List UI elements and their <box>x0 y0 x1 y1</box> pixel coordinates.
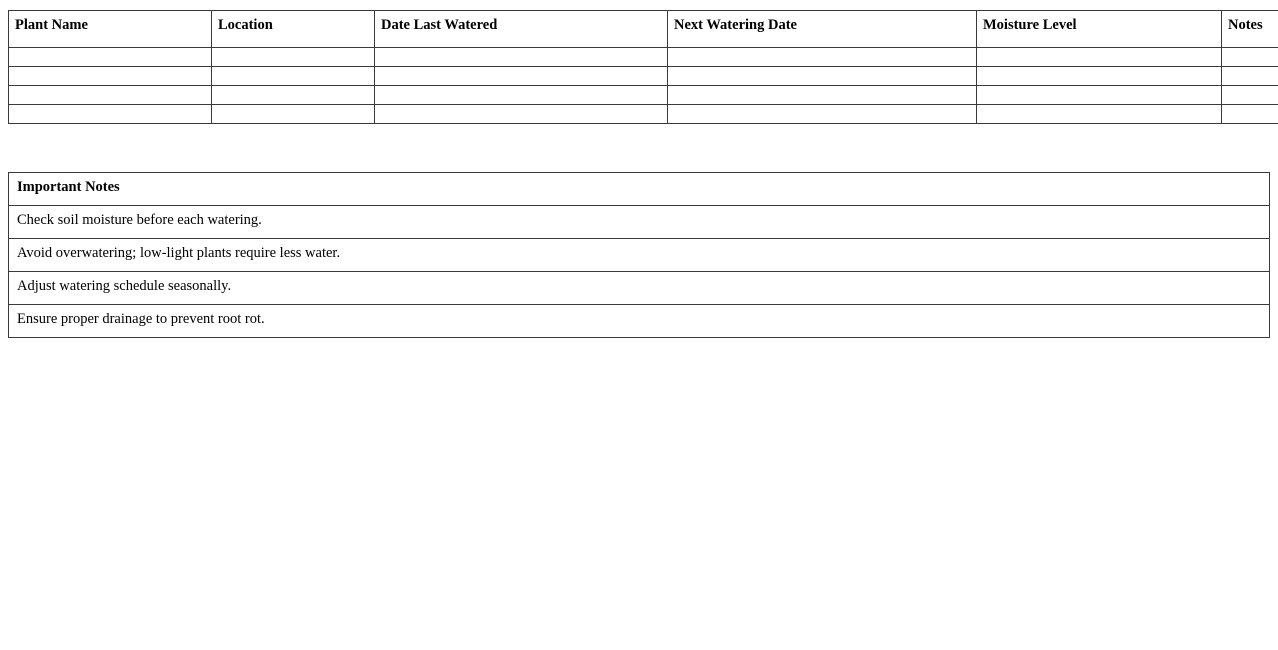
list-item[interactable] <box>9 272 1270 305</box>
column-header-important-notes: Important Notes <box>9 173 1270 206</box>
note-text[interactable]: Check soil moisture before each watering. <box>9 206 1270 239</box>
cell-plant-name[interactable] <box>9 48 212 67</box>
list-item[interactable] <box>9 206 1270 239</box>
cell-plant-name[interactable] <box>9 86 212 105</box>
table-row[interactable] <box>9 48 1278 67</box>
cell-next-watering-date[interactable] <box>668 105 977 124</box>
cell-next-watering-date[interactable] <box>668 67 977 86</box>
cell-location[interactable] <box>212 67 375 86</box>
cell-notes[interactable] <box>1222 48 1278 67</box>
notes-table-body <box>9 206 1270 338</box>
cell-moisture-level[interactable] <box>977 105 1222 124</box>
column-header-moisture-level: Moisture Level <box>977 11 1222 48</box>
plant-table-header <box>9 11 1278 48</box>
cell-notes[interactable] <box>1222 86 1278 105</box>
column-header-notes: Notes <box>1222 11 1278 48</box>
table-row[interactable] <box>9 105 1278 124</box>
cell-notes[interactable] <box>1222 67 1278 86</box>
table-header-row <box>9 173 1270 206</box>
important-notes-table <box>8 172 1270 338</box>
table-row[interactable] <box>9 86 1278 105</box>
cell-moisture-level[interactable] <box>977 86 1222 105</box>
column-header-location: Location <box>212 11 375 48</box>
note-text[interactable]: Ensure proper drainage to prevent root rot. <box>9 305 1270 338</box>
column-header-date-last-watered: Date Last Watered <box>375 11 668 48</box>
table-header-row <box>9 11 1278 48</box>
plant-table-body <box>9 48 1278 124</box>
column-header-next-watering-date: Next Watering Date <box>668 11 977 48</box>
plant-watering-table <box>8 10 1278 124</box>
cell-location[interactable] <box>212 48 375 67</box>
cell-location[interactable] <box>212 105 375 124</box>
cell-date-last-watered[interactable] <box>375 67 668 86</box>
column-header-plant-name: Plant Name <box>9 11 212 48</box>
list-item[interactable] <box>9 305 1270 338</box>
cell-date-last-watered[interactable] <box>375 86 668 105</box>
cell-location[interactable] <box>212 86 375 105</box>
cell-notes[interactable] <box>1222 105 1278 124</box>
cell-date-last-watered[interactable] <box>375 105 668 124</box>
note-text[interactable]: Avoid overwatering; low-light plants require less water. <box>9 239 1270 272</box>
cell-moisture-level[interactable] <box>977 48 1222 67</box>
table-row[interactable] <box>9 67 1278 86</box>
cell-next-watering-date[interactable] <box>668 48 977 67</box>
notes-table-header <box>9 173 1270 206</box>
list-item[interactable] <box>9 239 1270 272</box>
cell-date-last-watered[interactable] <box>375 48 668 67</box>
cell-next-watering-date[interactable] <box>668 86 977 105</box>
cell-plant-name[interactable] <box>9 67 212 86</box>
note-text[interactable]: Adjust watering schedule seasonally. <box>9 272 1270 305</box>
cell-moisture-level[interactable] <box>977 67 1222 86</box>
cell-plant-name[interactable] <box>9 105 212 124</box>
